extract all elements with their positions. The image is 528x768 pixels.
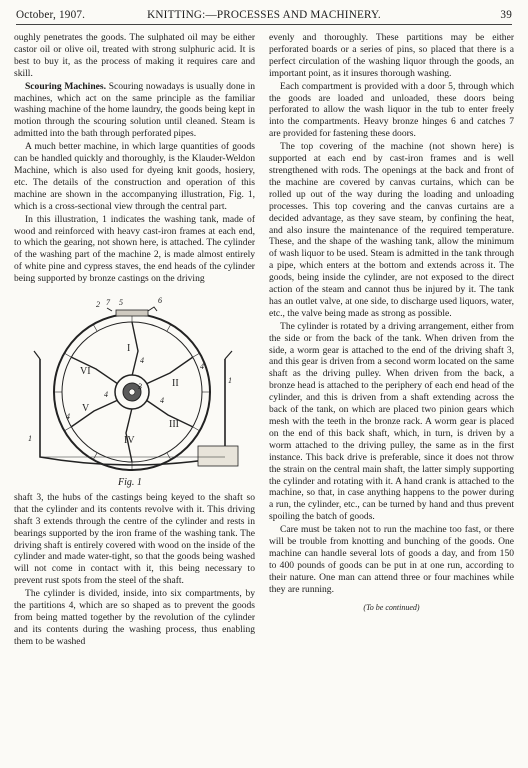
label-partition: 4 — [160, 396, 164, 406]
label-door: 5 — [119, 298, 123, 308]
figure-washing-machine-cross-section — [20, 291, 248, 477]
section-heading: Scouring Machines. — [25, 80, 106, 92]
label-tank: 1 — [28, 434, 32, 444]
paragraph: A much better machine, in which large quantities of goods can be handled quickly and thoroughly, is the Klauder-Weldon Machine, which is also used for dyeing knit goods, hosiery, etc. The details of the construction and operation of this machine are shown in the accompanying illustration, Fig. 1, which is a cross-sectional view through the central part. — [14, 141, 255, 212]
label-shaft: 3 — [138, 382, 142, 392]
catch — [107, 308, 112, 311]
paragraph: The cylinder is divided, inside, into six compartments, by the partitions 4, which are so shaped as to prevent the goods from being matted together by the revolution of the cylinder and its contents during the washing process, thus enabling them to be washed — [14, 588, 255, 647]
label-partition: 4 — [104, 390, 108, 400]
to-be-continued-note: (To be continued) — [363, 602, 420, 612]
label-compartment-II: II — [172, 378, 179, 390]
paragraph: In this illustration, 1 indicates the washing tank, made of wood and reinforced with heavy cast-iron frames at each end, to which the gearing, not shown here, is attached. The cylinder of the washing part of the machine 2, is made almost entirely of white pine and cypress staves, the end heads of the cylinder being supported by bronze castings on the driving — [14, 213, 255, 285]
header-title: KNITTING:—PROCESSES AND MACHINERY. — [147, 9, 381, 21]
label-compartment-V: V — [82, 403, 90, 415]
paragraph: evenly and thoroughly. These partitions may be either perforated boards or a series of pins, so placed that there is a perfect circulation of the washing liquor through the goods, an important point, as it insures thorough washing. — [269, 32, 514, 79]
paragraph-scouring-machines — [14, 81, 255, 141]
tank-base-shading — [198, 446, 238, 466]
page-number: 39 — [500, 9, 512, 21]
paragraph-text: Scouring nowadays is usually done in machines, which act on the same principle as the familiar washing machine of the home laundry, the goods being kept in motion through the scouring solution until cleaned. Steam is admitted into the bath through perforated pipes. — [14, 80, 256, 140]
running-header — [16, 8, 512, 25]
paragraph: Each compartment is provided with a door 5, through which the goods are loaded and unloaded, these doors being perforated to allow the wash liquor in the tub to enter freely into the compartments. Heavy bronze hinges 6 and catches 7 are provided for fastening these doors. — [269, 80, 514, 140]
header-date: October, 1907. — [16, 9, 86, 21]
label-compartment-VI: VI — [80, 366, 91, 378]
door — [116, 310, 148, 316]
paragraph: shaft 3, the hubs of the castings being keyed to the shaft so that the cylinder and its contents revolve with it. This driving shaft 3 extends through the centre of the cylinder and rests in bearings supported by the iron frame of the washing tank. The driving shaft is entirely covered with wood on the inside of the cylinder and made water-tight, so that the goods being washed will not come in contact with it, this being necessary to prevent rust spots from the steel of the shaft. — [14, 491, 255, 587]
left-column — [14, 32, 255, 649]
paragraph: oughly penetrates the goods. The sulphated oil may be either castor oil or olive oil, treated with strong sulphuric acid. It is best to buy it, as the process of making it requires care and skill. — [14, 32, 255, 79]
label-hinge: 6 — [158, 296, 162, 306]
paragraph: The top covering of the machine (not shown here) is supported at each end by cast-iron frames and is well strengthened with rods. The openings at the back and front of the machine are covered by canvas curtains, which can be rolled up out of the way during the loading and unloading processes. This top covering and the canvas curtains are a decided advantage, as they save steam, by confining the heat, and also insure the maintenance of the required temperature. These, and the shape of the washing tank, allow the minimum of wash liquor to be used. Steam is admitted in the tank through a pipe, which enters at the bottom and extends across it. The goods, being inside the cylinder, are not exposed to the direct action of the steam and cannot thus be injured by it. The tank has an outlet valve, at one side, to discharge used liquors, water, etc., the valve being made as strong as possible. — [269, 141, 514, 319]
label-compartment-I: I — [127, 343, 131, 355]
label-compartment-IV: IV — [124, 435, 135, 447]
label-partition: 4 — [200, 362, 204, 372]
right-column — [269, 32, 514, 614]
drive-shaft — [129, 389, 135, 395]
paragraph: The cylinder is rotated by a driving arrangement, either from the side or from the back of the tank. When driven from the side, a worm gear is attached to the end of the driving shaft 3, and this gear is driven from a second worm located on the same shaft as the driving pulley. When driven from the back, a bronze head is attached to the periphery of each end head of the cylinder, and this is driven from a shaft extending across the back of the tank, on which are placed two pinion gears which mesh with the teeth in the bronze rack. A worm gear is placed on the end of this back shaft, which, in turn, is driven by a worm attached to the driving pulley, the same as in the first instance. This back drive is preferable, since it does not throw the strain on the central main shaft, the latter simply supporting the cylinder and rotating with it. A hand crank is attached to the machine, so that, in case anything happens to the power during a run, the cylinder, etc., can be turned by hand and thus prevent spoiling the batch of goods. — [269, 320, 514, 523]
label-partition: 4 — [140, 356, 144, 366]
label-catch: 7 — [106, 298, 110, 308]
label-tank-right: 1 — [228, 376, 232, 386]
label-compartment-III: III — [169, 419, 179, 431]
figure-caption: Fig. 1 — [118, 477, 142, 489]
paragraph: Care must be taken not to run the machine too fast, or there will be trouble from knotting and bunching of the goods. One machine can handle several lots of goods a day, and from 150 to 400 pounds of goods can be put in at one run, according to their nature. One man can attend three or four machines while they are running. — [269, 524, 514, 595]
label-partition: 4 — [66, 412, 70, 422]
hinge — [148, 307, 157, 311]
label-cylinder: 2 — [96, 300, 100, 310]
